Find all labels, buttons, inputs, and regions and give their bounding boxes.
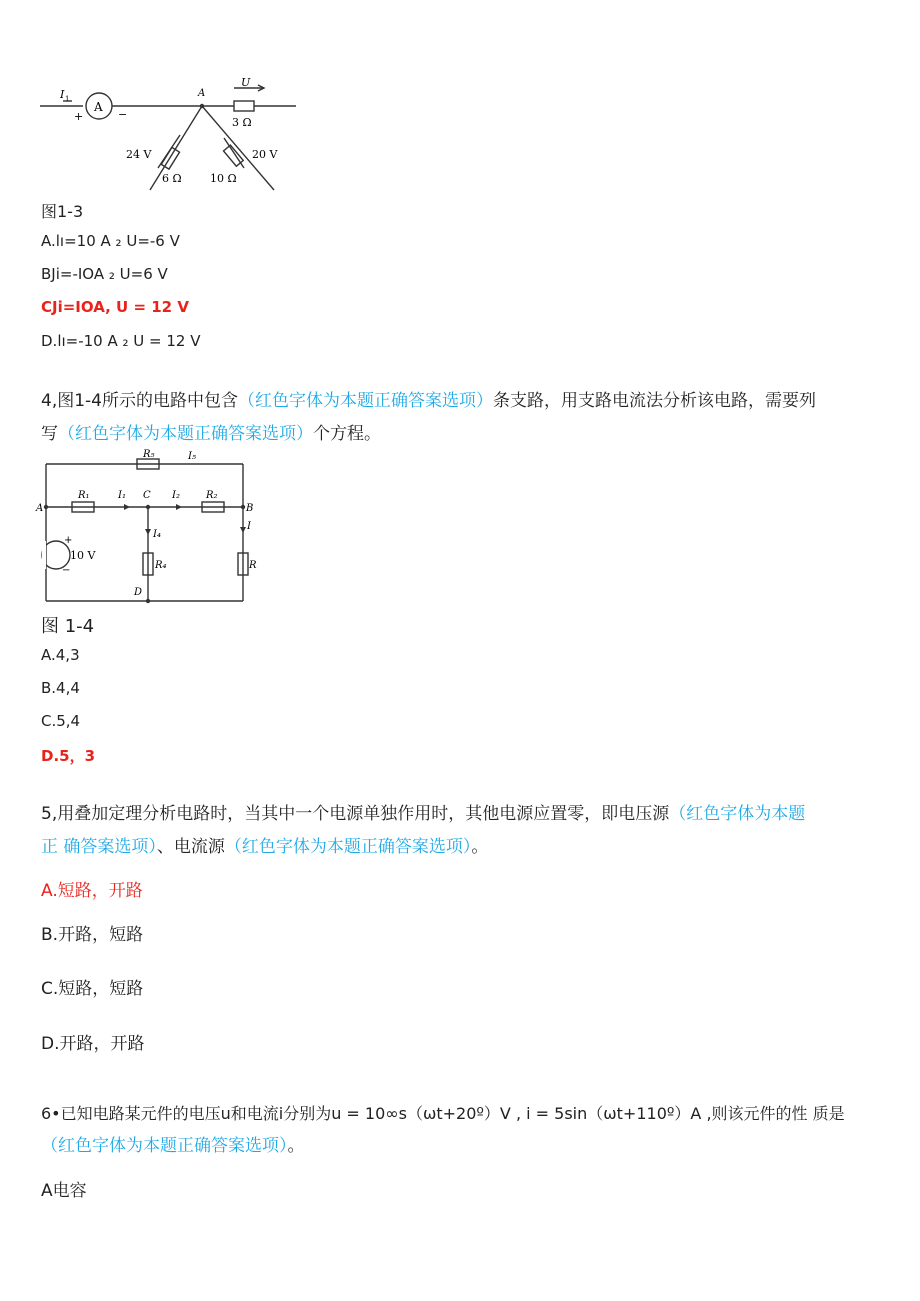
q5-blank1-part2: 正 确答案选项） (41, 837, 157, 857)
fig14-i3: I (247, 521, 251, 532)
fig13-r10: 10 Ω (210, 172, 237, 185)
fig13-v24: 24 V (126, 148, 152, 161)
q4-mid: 条支路，用支路电流法分析该电路，需要列 (493, 391, 816, 411)
fig14-r3: R (249, 560, 257, 571)
q5-prefix: 5,用叠加定理分析电路时，当其中一个电源单独作用时，其他电源应置零，即电压源 (41, 804, 670, 824)
fig14-node-c: C (143, 490, 151, 501)
fig14-r4: R₄ (155, 560, 167, 571)
q5-option-b: B.开路，短路 (41, 925, 144, 945)
fig14-source-label: 10 V (70, 549, 96, 562)
q4-blank1: （红色字体为本题正确答案选项） (238, 391, 493, 411)
q3-option-d: D.lı=-10 A ₂ U = 12 V (41, 332, 201, 350)
fig14-plus: + (64, 535, 73, 546)
fig14-r2: R₂ (206, 490, 218, 501)
q4-option-b: B.4,4 (41, 679, 80, 697)
q5-option-c: C.短路，短路 (41, 979, 144, 999)
fig13-v20: 20 V (252, 148, 278, 161)
q4-line2-prefix: 写 (41, 424, 58, 444)
q6-line1: 6•已知电路某元件的电压u和电流i分别为u = 10∞s（ωt+20º）V , i = 5sin（ωt+110º）A ,则该元件的性 质是 (41, 1104, 845, 1123)
fig14-node-a: A (36, 503, 44, 514)
q3-option-b: BJi=-IOA ₂ U=6 V (41, 265, 168, 283)
q5-blank2: （红色字体为本题正确答案选项） (224, 837, 472, 857)
fig13-label-i1: I (60, 88, 65, 101)
q5-blank1-part1: （红色字体为本题 (669, 804, 806, 824)
q4-prefix: 4,图1-4所示的电路中包含 (41, 391, 238, 411)
fig14-r1: R₁ (78, 490, 90, 501)
fig13-r3: 3 Ω (232, 116, 252, 129)
q6-line2 (41, 1130, 305, 1163)
q5-mid: 、电流源 (156, 837, 225, 857)
figure-1-3-circuit (38, 76, 303, 195)
q3-option-a: A.lı=10 A ₂ U=-6 V (41, 232, 180, 250)
q4-option-a: A.4,3 (41, 646, 80, 664)
q5-line1 (41, 798, 805, 831)
q6-option-a: A电容 (41, 1181, 87, 1201)
figure-1-4-circuit (36, 449, 257, 607)
fig14-source-gap (42, 541, 46, 569)
fig14-i5: I₅ (188, 451, 196, 462)
q4-line1 (41, 385, 816, 418)
fig14-node-d: D (134, 587, 143, 598)
fig13-minus: − (118, 108, 128, 121)
q4-option-d-correct: D.5，3 (41, 747, 96, 765)
q4-blank2: （红色字体为本题正确答案选项） (58, 424, 313, 444)
fig13-r6: 6 Ω (162, 172, 182, 185)
q5-option-a-correct: A.短路，开路 (41, 881, 143, 901)
fig13-node-a: A (198, 88, 206, 99)
fig13-plus: + (74, 110, 84, 123)
fig14-minus: − (62, 565, 71, 576)
q5-line2 (41, 831, 488, 864)
figure-1-3-caption: 图1-3 (41, 202, 84, 221)
q4-option-c: C.5,4 (41, 712, 81, 730)
fig14-r5: R₅ (143, 449, 155, 460)
q4-suffix: 个方程。 (313, 424, 381, 444)
q5-option-d: D.开路，开路 (41, 1034, 145, 1054)
q3-option-c-correct: CJi=IOA, U = 12 V (41, 298, 189, 316)
q4-line2 (41, 418, 381, 451)
q6-suffix: 。 (287, 1136, 305, 1156)
fig14-i2: I₂ (172, 490, 180, 501)
fig14-node-b: B (246, 503, 254, 514)
figure-1-4-caption: 图 1-4 (41, 616, 95, 637)
q6-blank: （红色字体为本题正确答案选项） (41, 1136, 288, 1156)
q5-suffix: 。 (471, 837, 489, 857)
fig14-i4: I₄ (153, 529, 161, 540)
fig13-ammeter-label: A (94, 100, 103, 114)
fig14-i1: I₁ (118, 490, 126, 501)
fig13-label-u: U (241, 76, 251, 89)
fig13-label-i1-sub: 1 (65, 95, 70, 103)
